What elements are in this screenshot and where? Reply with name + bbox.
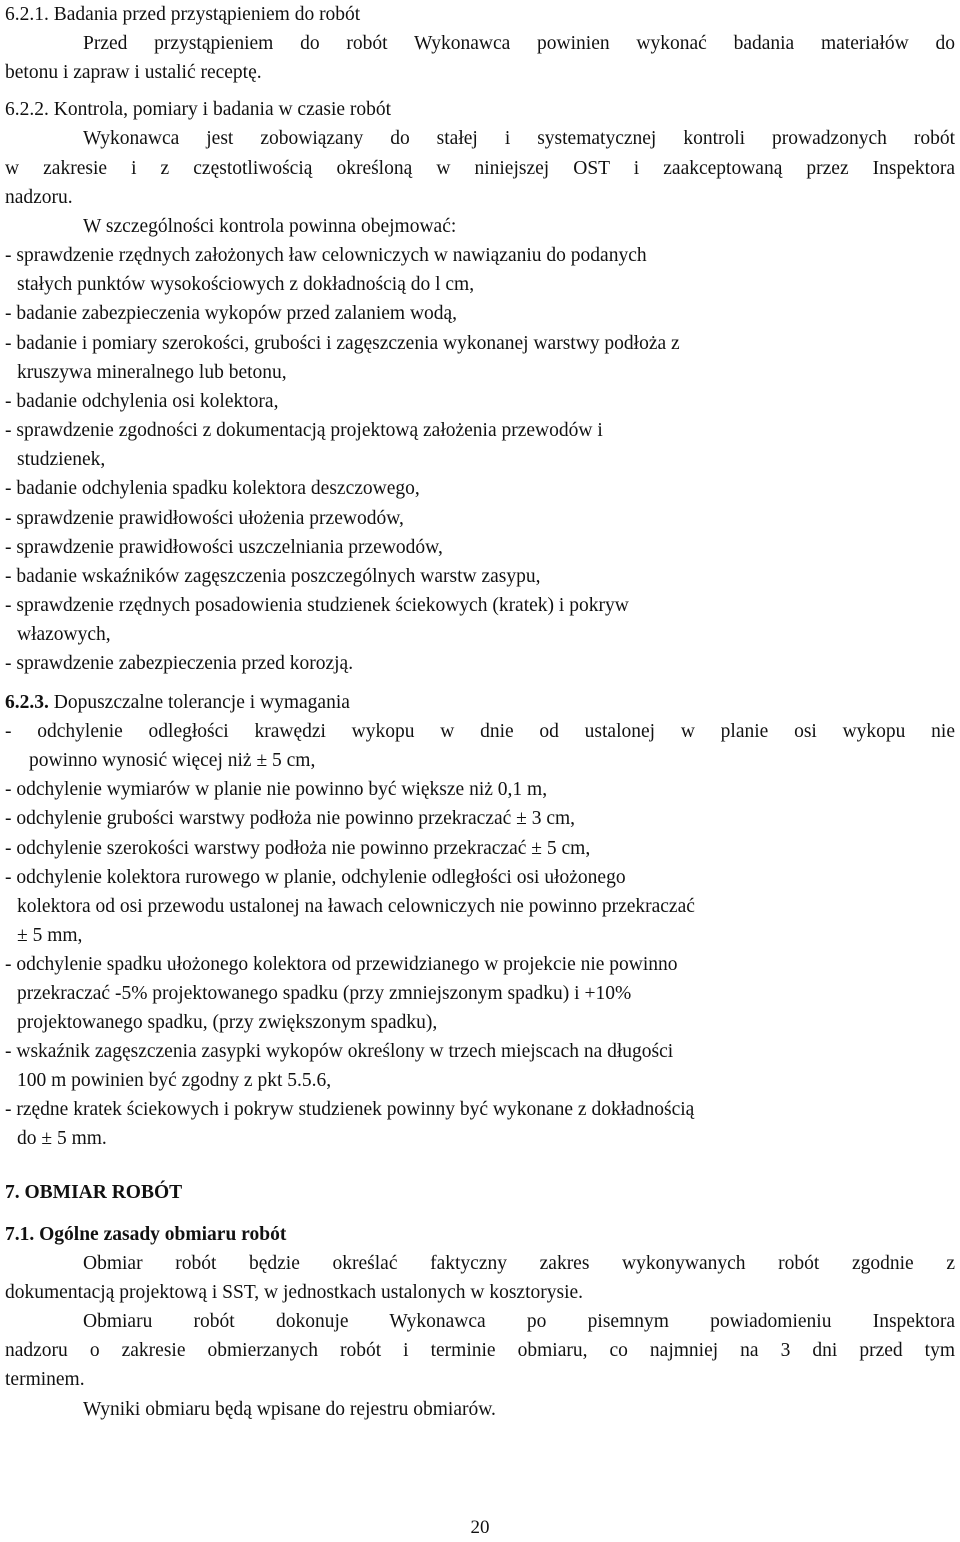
list-item: - odchylenie grubości warstwy podłoża nie powinno przekraczać ± 3 cm,: [5, 808, 576, 829]
list-item-continuation: kruszywa mineralnego lub betonu,: [17, 362, 287, 383]
paragraph-line: betonu i zapraw i ustalić receptę.: [5, 62, 262, 83]
list-item-continuation: włazowych,: [17, 624, 111, 645]
list-item: - sprawdzenie rzędnych założonych ław celowniczych w nawiązaniu do podanych: [5, 245, 647, 266]
paragraph-line: nadzoru.: [5, 187, 73, 208]
list-item: - sprawdzenie zgodności z dokumentacją projektową założenia przewodów i: [5, 420, 603, 441]
list-item-continuation: powinno wynosić więcej niż ± 5 cm,: [29, 750, 316, 771]
list-item-continuation: kolektora od osi przewodu ustalonej na ławach celowniczych nie powinno przekraczać: [17, 896, 695, 917]
paragraph-line: Obmiar robót będzie określać faktyczny zakres wykonywanych robót zgodnie z: [83, 1253, 955, 1274]
list-item: - sprawdzenie prawidłowości ułożenia przewodów,: [5, 508, 404, 529]
section-title: Badania przed przystąpieniem do robót: [53, 4, 361, 25]
list-item-continuation: przekraczać -5% projektowanego spadku (przy zmniejszonym spadku) i +10%: [17, 983, 632, 1004]
list-item: - odchylenie wymiarów w planie nie powinno być większe niż 0,1 m,: [5, 779, 548, 800]
list-item: - badanie wskaźników zagęszczenia poszczególnych warstw zasypu,: [5, 566, 541, 587]
paragraph-line: dokumentacją projektową i SST, w jednostkach ustalonych w kosztorysie.: [5, 1282, 584, 1303]
list-item: - badanie odchylenia spadku kolektora deszczowego,: [5, 478, 420, 499]
section-number: 7.1.: [5, 1224, 35, 1245]
paragraph-line: Wykonawca jest zobowiązany do stałej i systematycznej kontroli prowadzonych robót: [83, 128, 955, 149]
list-item: - badanie odchylenia osi kolektora,: [5, 391, 279, 412]
list-item-continuation: ± 5 mm,: [17, 925, 83, 946]
chapter-7-heading: 7. OBMIAR ROBÓT: [5, 1182, 183, 1203]
section-number: 6.2.3.: [5, 692, 49, 713]
section-6-2-1-heading: [5, 0, 360, 29]
section-6-2-3-heading: [5, 688, 350, 717]
list-item-continuation: stałych punktów wysokościowych z dokładnością do l cm,: [17, 274, 475, 295]
section-title: Dopuszczalne tolerancje i wymagania: [53, 692, 350, 713]
list-item: - rzędne kratek ściekowych i pokryw studzienek powinny być wykonane z dokładnością: [5, 1099, 695, 1120]
page-number: 20: [470, 1517, 490, 1538]
list-item: - odchylenie odległości krawędzi wykopu w dnie od ustalonej w planie osi wykopu nie: [5, 721, 955, 742]
section-7-1-heading: [5, 1220, 286, 1249]
list-item-continuation: 100 m powinien być zgodny z pkt 5.5.6,: [17, 1070, 332, 1091]
paragraph-line: w zakresie i z częstotliwością określoną w niniejszej OST i zaakceptowaną przez Inspektora: [5, 158, 955, 179]
section-number: 6.2.1.: [5, 4, 49, 25]
list-item: - odchylenie spadku ułożonego kolektora od przewidzianego w projekcie nie powinno: [5, 954, 678, 975]
list-item-continuation: projektowanego spadku, (przy zwiększonym spadku),: [17, 1012, 438, 1033]
list-item-continuation: do ± 5 mm.: [17, 1128, 107, 1149]
list-item: - odchylenie kolektora rurowego w planie, odchylenie odległości osi ułożonego: [5, 867, 626, 888]
list-item: - badanie i pomiary szerokości, grubości i zagęszczenia wykonanej warstwy podłoża z: [5, 333, 680, 354]
paragraph-line: Wyniki obmiaru będą wpisane do rejestru obmiarów.: [83, 1399, 496, 1420]
section-number: 6.2.2.: [5, 99, 49, 120]
paragraph-line: terminem.: [5, 1369, 85, 1390]
paragraph-line: W szczególności kontrola powinna obejmować:: [83, 216, 457, 237]
paragraph-line: Przed przystąpieniem do robót Wykonawca powinien wykonać badania materiałów do: [83, 33, 955, 54]
paragraph-line: Obmiaru robót dokonuje Wykonawca po pisemnym powiadomieniu Inspektora: [83, 1311, 955, 1332]
list-item: - sprawdzenie prawidłowości uszczelniania przewodów,: [5, 537, 443, 558]
list-item: - odchylenie szerokości warstwy podłoża nie powinno przekraczać ± 5 cm,: [5, 838, 591, 859]
section-6-2-2-heading: [5, 95, 391, 124]
list-item: - sprawdzenie zabezpieczenia przed korozją.: [5, 653, 354, 674]
list-item-continuation: studzienek,: [17, 449, 106, 470]
section-title: Ogólne zasady obmiaru robót: [39, 1224, 287, 1245]
list-item: - wskaźnik zagęszczenia zasypki wykopów określony w trzech miejscach na długości: [5, 1041, 674, 1062]
section-title: Kontrola, pomiary i badania w czasie robót: [53, 99, 392, 120]
paragraph-line: nadzoru o zakresie obmierzanych robót i terminie obmiaru, co najmniej na 3 dni przed tym: [5, 1340, 955, 1361]
list-item: - badanie zabezpieczenia wykopów przed zalaniem wodą,: [5, 303, 458, 324]
list-item: - sprawdzenie rzędnych posadowienia studzienek ściekowych (kratek) i pokryw: [5, 595, 629, 616]
